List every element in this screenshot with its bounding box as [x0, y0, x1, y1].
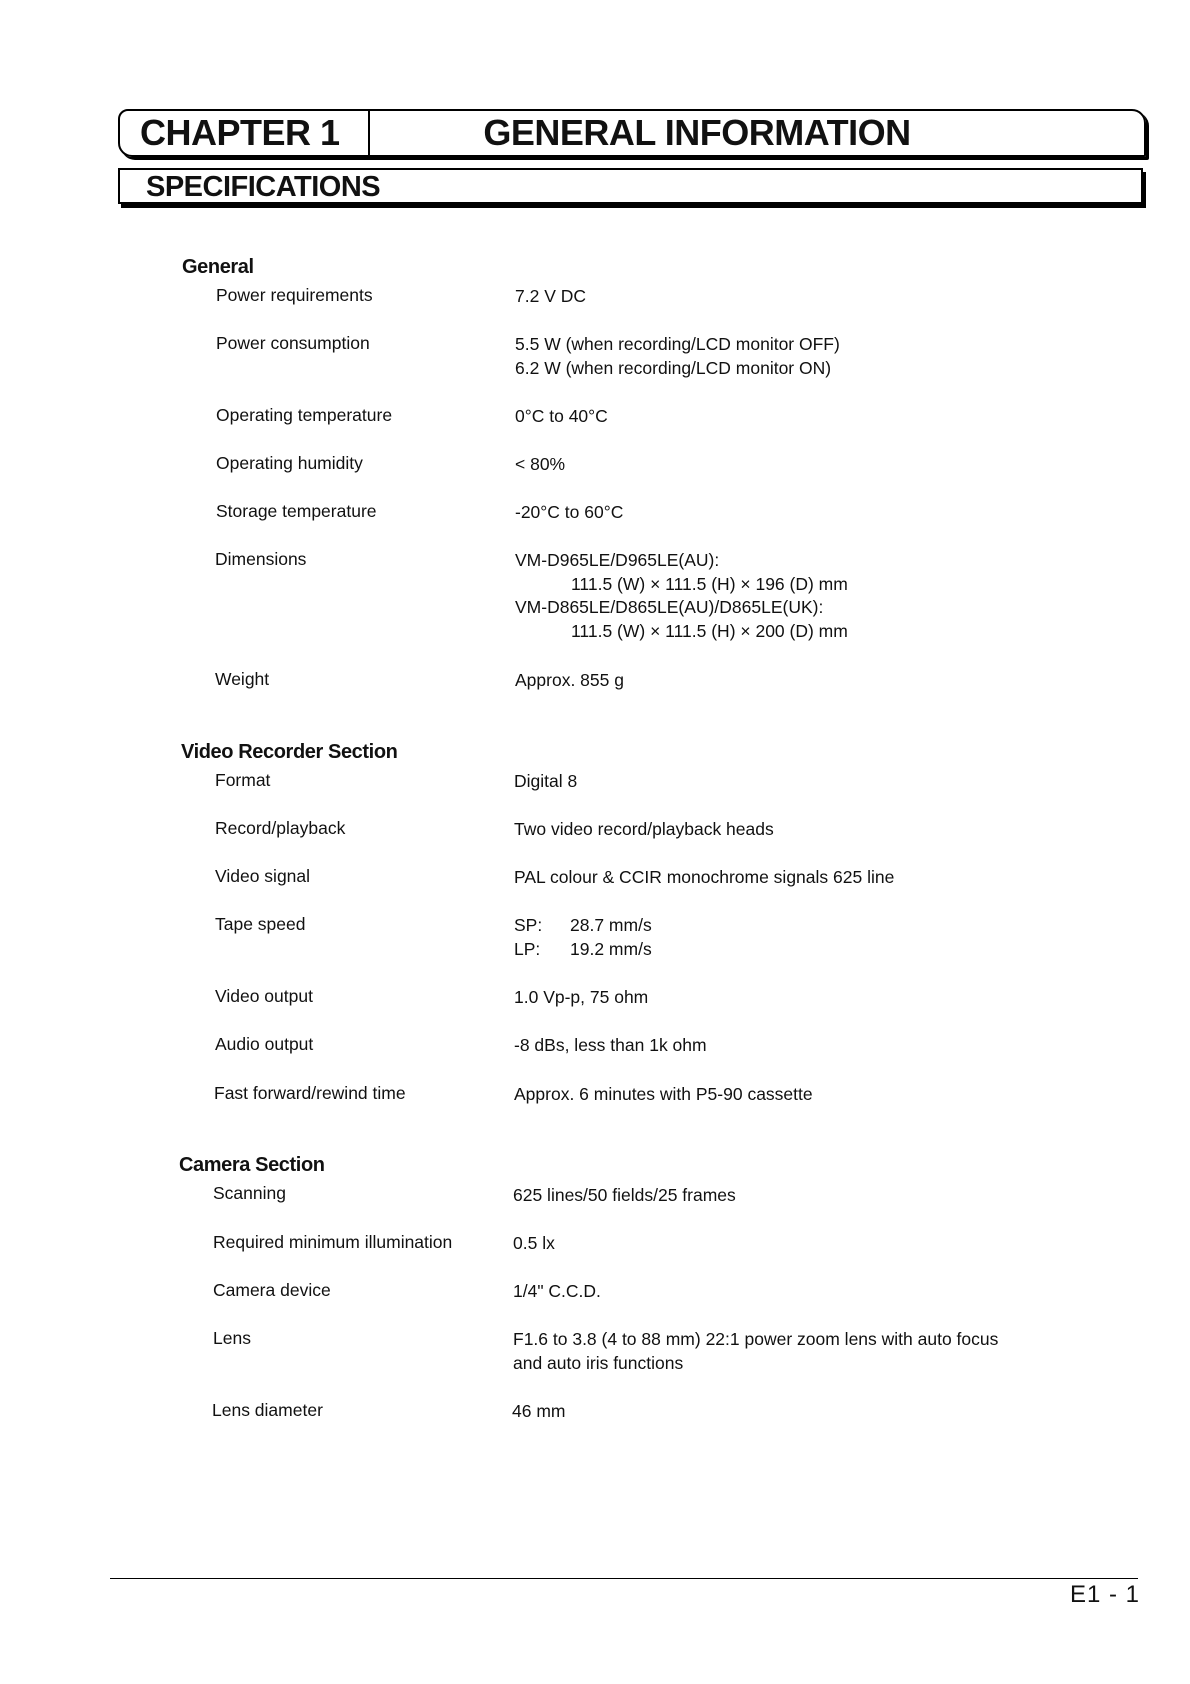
- spec-label-fast-forward: Fast forward/rewind time: [214, 1083, 406, 1103]
- footer-rule: [110, 1578, 1138, 1579]
- spec-label-weight: Weight: [215, 669, 270, 689]
- spec-label-audio-output: Audio output: [215, 1034, 314, 1054]
- spec-value-audio-output: -8 dBs, less than 1k ohm: [514, 1035, 707, 1055]
- spec-label-record-playback: Record/playback: [215, 818, 346, 838]
- spec-value-power-consumption: [515, 333, 840, 380]
- camera-heading: Camera Section: [179, 1154, 325, 1176]
- spec-value-record-playback: Two video record/playback heads: [514, 819, 774, 839]
- spec-label-video-output: Video output: [215, 986, 313, 1006]
- chapter-header: [118, 109, 1146, 157]
- power-consumption-line-2: 6.2 W (when recording/LCD monitor ON): [515, 357, 832, 378]
- spec-value-operating-temperature: 0°C to 40°C: [515, 406, 608, 426]
- spec-value-camera-device: 1/4" C.C.D.: [513, 1281, 601, 1301]
- spec-label-power-requirements: Power requirements: [216, 285, 373, 305]
- dimensions-size-2: 111.5 (W) × 111.5 (H) × 200 (D) mm: [571, 620, 848, 641]
- general-heading: General: [182, 256, 254, 278]
- lens-line-2: and auto iris functions: [513, 1352, 684, 1373]
- section-title: SPECIFICATIONS: [146, 171, 381, 203]
- spec-value-lens-diameter: 46 mm: [512, 1401, 566, 1421]
- lens-line-1: F1.6 to 3.8 (4 to 88 mm) 22:1 power zoom lens with auto focus: [513, 1329, 999, 1349]
- video-recorder-heading: Video Recorder Section: [181, 741, 398, 763]
- spec-value-power-requirements: 7.2 V DC: [515, 286, 586, 306]
- spec-value-tape-speed: [514, 914, 652, 961]
- spec-label-operating-humidity: Operating humidity: [216, 453, 363, 473]
- spec-value-lens: [513, 1328, 998, 1375]
- spec-label-lens-diameter: Lens diameter: [212, 1400, 323, 1420]
- spec-value-scanning: 625 lines/50 fields/25 frames: [513, 1185, 736, 1205]
- spec-value-min-illumination: 0.5 lx: [513, 1233, 555, 1253]
- spec-label-min-illumination: Required minimum illumination: [213, 1232, 453, 1252]
- spec-label-camera-device: Camera device: [213, 1280, 331, 1300]
- spec-value-fast-forward: Approx. 6 minutes with P5-90 cassette: [514, 1084, 813, 1104]
- spec-value-dimensions: [515, 549, 848, 643]
- spec-value-video-signal: PAL colour & CCIR monochrome signals 625 line: [514, 867, 895, 887]
- section-header: [118, 168, 1143, 204]
- spec-value-operating-humidity: < 80%: [515, 454, 566, 474]
- spec-value-storage-temperature: -20°C to 60°C: [515, 502, 624, 522]
- spec-label-dimensions: Dimensions: [215, 549, 307, 569]
- spec-label-format: Format: [215, 770, 271, 790]
- dimensions-size-1: 111.5 (W) × 111.5 (H) × 196 (D) mm: [571, 573, 848, 594]
- spec-label-lens: Lens: [213, 1328, 251, 1348]
- page-number: E1 - 1: [1069, 1581, 1140, 1608]
- tape-speed-lp: LP: 19.2 mm/s: [514, 938, 652, 959]
- spec-label-operating-temperature: Operating temperature: [216, 405, 393, 425]
- spec-label-video-signal: Video signal: [215, 866, 311, 886]
- dimensions-model-1: VM-D965LE/D965LE(AU):: [515, 550, 720, 570]
- spec-label-tape-speed: Tape speed: [215, 914, 306, 934]
- chapter-label: CHAPTER 1: [120, 111, 370, 155]
- power-consumption-line-1: 5.5 W (when recording/LCD monitor OFF): [515, 334, 840, 354]
- spec-value-format: Digital 8: [514, 771, 578, 791]
- spec-label-scanning: Scanning: [213, 1183, 286, 1203]
- spec-label-storage-temperature: Storage temperature: [216, 501, 377, 521]
- chapter-title: GENERAL INFORMATION: [483, 112, 911, 153]
- dimensions-model-2: VM-D865LE/D865LE(AU)/D865LE(UK):: [515, 597, 824, 617]
- spec-value-video-output: 1.0 Vp-p, 75 ohm: [514, 987, 649, 1007]
- spec-label-power-consumption: Power consumption: [216, 333, 370, 353]
- spec-value-weight: Approx. 855 g: [515, 670, 624, 690]
- tape-speed-sp: SP: 28.7 mm/s: [514, 915, 652, 935]
